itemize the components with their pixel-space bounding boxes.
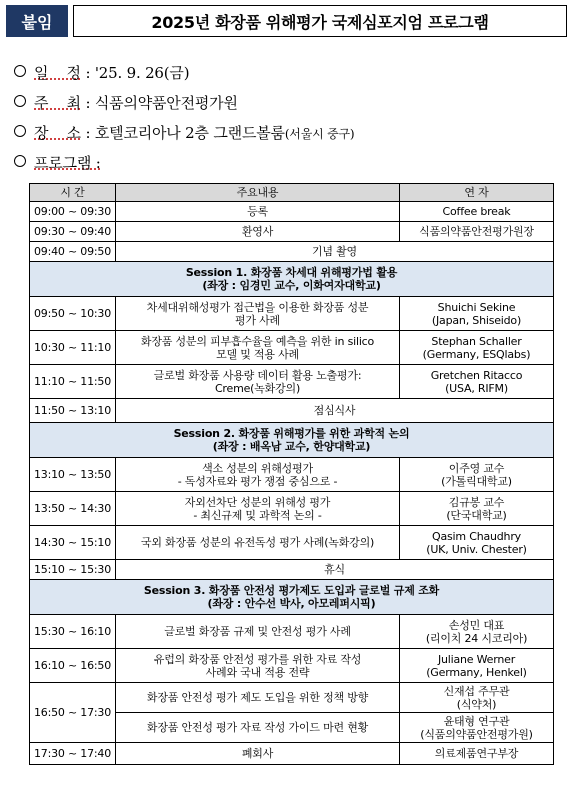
content-line: - 독성자료와 평가 쟁점 중심으로 -: [177, 474, 338, 488]
header-time: 시 간: [30, 184, 116, 202]
circle-bullet-icon: [14, 95, 26, 107]
speaker-line: (가톨릭대학교): [441, 474, 512, 488]
speaker-line: Qasim Chaudhry: [432, 529, 521, 543]
session-title-line: (좌장 : 배옥남 교수, 한양대학교): [212, 440, 371, 453]
content-line: 폐회사: [241, 747, 274, 760]
date-value: : '25. 9. 26(금): [85, 64, 190, 82]
content-cell: [116, 526, 400, 560]
speaker-line: (식품의약품안전평가원): [420, 727, 533, 741]
session-title: [30, 262, 554, 297]
speaker-line: (USA, RIFM): [445, 381, 508, 395]
table-row: [30, 297, 554, 331]
content-cell: [116, 492, 400, 526]
time-cell: 15:10 ~ 15:30: [30, 560, 116, 580]
speaker-line: Coffee break: [442, 205, 511, 218]
session-title-line: Session 1. 화장품 차세대 위해평가법 활용: [185, 266, 398, 279]
table-row: [30, 526, 554, 560]
table-row: [30, 202, 554, 222]
venue-label: 장 소: [34, 124, 81, 142]
table-header-row: [30, 184, 554, 202]
table-row: [30, 743, 554, 765]
content-line: 글로벌 화장품 사용량 데이터 활용 노출평가:: [153, 368, 362, 382]
speaker-cell: [400, 743, 554, 765]
program-label: 프로그램 :: [34, 154, 101, 172]
speaker-cell: [400, 365, 554, 399]
time-cell: 10:30 ~ 11:10: [30, 331, 116, 365]
info-date: [14, 62, 189, 83]
program-table: [29, 183, 554, 765]
content-line: 색소 성분의 위해성평가: [202, 461, 313, 475]
content-line: 기념 촬영: [311, 245, 357, 258]
content-line: 유럽의 화장품 안전성 평가를 위한 자료 작성: [153, 652, 362, 666]
time-cell: 17:30 ~ 17:40: [30, 743, 116, 765]
content-cell: [116, 331, 400, 365]
time-cell: 15:30 ~ 16:10: [30, 615, 116, 649]
content-cell: [116, 683, 400, 713]
time-cell: 09:40 ~ 09:50: [30, 242, 116, 262]
content-line: 평가 사례: [234, 313, 280, 327]
speaker-cell: [400, 202, 554, 222]
time-cell: 13:50 ~ 14:30: [30, 492, 116, 526]
speaker-cell: [400, 526, 554, 560]
content-cell: [116, 222, 400, 242]
speaker-line: 김규봉 교수: [448, 495, 505, 509]
session-row: [30, 423, 554, 458]
content-cell: [116, 365, 400, 399]
document-header: [6, 5, 567, 37]
content-line: 휴식: [324, 563, 345, 576]
time-cell: 11:50 ~ 13:10: [30, 399, 116, 423]
speaker-line: (단국대학교): [446, 508, 507, 522]
content-cell: [116, 713, 400, 743]
session-title-line: Session 2. 화장품 위해평가를 위한 과학적 논의: [173, 427, 410, 440]
speaker-line: 손성민 대표: [448, 618, 505, 632]
speaker-cell: [400, 683, 554, 713]
circle-bullet-icon: [14, 155, 26, 167]
header-content: 주요내용: [116, 184, 400, 202]
speaker-line: 식품의약품안전평가원장: [419, 225, 534, 238]
table-row: [30, 492, 554, 526]
table-row: [30, 331, 554, 365]
venue-note: (서울시 중구): [284, 127, 355, 141]
content-cell: [116, 399, 554, 423]
info-venue: [14, 122, 354, 143]
host-value: : 식품의약품안전평가원: [85, 94, 238, 112]
speaker-line: Shuichi Sekine: [437, 300, 516, 314]
content-line: 환영사: [241, 225, 274, 238]
content-line: Creme(녹화강의): [214, 381, 301, 395]
host-label: 주 최: [34, 94, 81, 112]
session-row: [30, 262, 554, 297]
speaker-cell: [400, 297, 554, 331]
session-row: [30, 580, 554, 615]
table-row: [30, 649, 554, 683]
speaker-cell: [400, 222, 554, 242]
speaker-cell: [400, 331, 554, 365]
content-cell: [116, 297, 400, 331]
time-cell: 16:10 ~ 16:50: [30, 649, 116, 683]
time-cell: 09:50 ~ 10:30: [30, 297, 116, 331]
content-line: 화장품 안전성 평가 제도 도입을 위한 정책 방향: [146, 691, 369, 704]
circle-bullet-icon: [14, 65, 26, 77]
speaker-line: (UK, Univ. Chester): [426, 542, 527, 556]
time-cell: 09:30 ~ 09:40: [30, 222, 116, 242]
session-title: [30, 423, 554, 458]
content-cell: [116, 743, 400, 765]
date-label: 일 정: [34, 64, 81, 82]
content-line: 사례와 국내 적용 전략: [205, 665, 310, 679]
time-cell: 11:10 ~ 11:50: [30, 365, 116, 399]
speaker-cell: [400, 615, 554, 649]
table-row: [30, 560, 554, 580]
session-title-line: Session 3. 화장품 안전성 평가제도 도입과 글로벌 규제 조화: [143, 584, 440, 597]
table-row: [30, 222, 554, 242]
info-program: [14, 152, 101, 173]
speaker-line: (식약처): [456, 697, 497, 711]
content-line: 점심식사: [313, 404, 356, 417]
content-line: 모델 및 적용 사례: [216, 347, 299, 361]
content-cell: [116, 615, 400, 649]
content-cell: [116, 458, 400, 492]
speaker-cell: [400, 492, 554, 526]
info-host: [14, 92, 238, 113]
content-line: - 최신규제 및 과학적 논의 -: [193, 508, 322, 522]
session-title-line: (좌장 : 임경민 교수, 이화여자대학교): [202, 279, 381, 292]
speaker-line: Juliane Werner: [437, 652, 516, 666]
time-cell: 13:10 ~ 13:50: [30, 458, 116, 492]
speaker-line: 이주영 교수: [448, 461, 505, 475]
session-title: [30, 580, 554, 615]
content-cell: [116, 560, 554, 580]
speaker-line: (Germany, ESQlabs): [422, 347, 531, 361]
content-line: 자외선차단 성분의 위해성 평가: [184, 495, 331, 509]
speaker-cell: [400, 458, 554, 492]
speaker-line: (Japan, Shiseido): [431, 313, 522, 327]
table-row: [30, 399, 554, 423]
table-row: [30, 683, 554, 713]
circle-bullet-icon: [14, 125, 26, 137]
table-row: [30, 615, 554, 649]
attachment-badge: 붙임: [6, 5, 68, 37]
table-row: [30, 365, 554, 399]
speaker-line: (Germany, Henkel): [426, 665, 527, 679]
content-cell: [116, 242, 554, 262]
speaker-line: Stephan Schaller: [431, 334, 522, 348]
content-line: 국외 화장품 성분의 유전독성 평가 사례(녹화강의): [140, 536, 375, 549]
content-line: 화장품 성분의 피부흡수율을 예측을 위한 in silico: [140, 334, 375, 348]
speaker-line: 의료제품연구부장: [434, 747, 519, 760]
time-cell: 14:30 ~ 15:10: [30, 526, 116, 560]
content-line: 등록: [247, 205, 268, 218]
content-line: 글로벌 화장품 규제 및 안전성 평가 사례: [164, 625, 351, 638]
time-cell: 09:00 ~ 09:30: [30, 202, 116, 222]
speaker-line: 윤태형 연구관: [443, 714, 510, 728]
content-cell: [116, 202, 400, 222]
session-title-line: (좌장 : 안수선 박사, 아모레퍼시픽): [207, 597, 376, 610]
time-cell: 16:50 ~ 17:30: [30, 683, 116, 743]
speaker-cell: [400, 713, 554, 743]
table-row: [30, 458, 554, 492]
table-row: [30, 242, 554, 262]
page-title: 2025년 화장품 위해평가 국제심포지엄 프로그램: [73, 5, 567, 37]
speaker-line: 신재섭 주무관: [443, 684, 510, 698]
content-line: 차세대위해성평가 접근법을 이용한 화장품 성분: [146, 300, 369, 314]
content-cell: [116, 649, 400, 683]
speaker-cell: [400, 649, 554, 683]
venue-value: : 호텔코리아나 2층 그랜드볼룸: [85, 124, 285, 142]
header-speaker: 연 자: [400, 184, 554, 202]
speaker-line: Gretchen Ritacco: [430, 368, 523, 382]
speaker-line: (리이치 24 시코리아): [425, 631, 528, 645]
content-line: 화장품 안전성 평가 자료 작성 가이드 마련 현황: [146, 721, 369, 734]
